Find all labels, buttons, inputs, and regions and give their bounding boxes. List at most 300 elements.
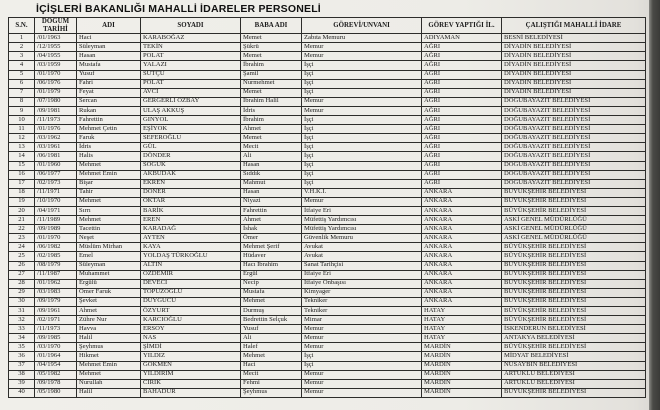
table-cell: Mehmet [241,352,302,361]
table-cell: AĞRI [422,134,502,143]
table-cell: 36 [9,352,35,361]
table-cell: Bedrettin Selçuk [241,316,302,325]
table-cell: POLAT [141,79,241,88]
table-cell: İbrahim [241,116,302,125]
table-cell: Süleyman [77,261,141,270]
table-cell: SOĞUK [141,161,241,170]
table-cell: Mehmet Emin [77,361,141,370]
table-cell: /09/1978 [35,379,77,388]
table-cell: ANKARA [422,243,502,252]
table-cell: Yusuf [77,70,141,79]
table-cell: /09/1989 [35,225,77,234]
table-cell: /03/1959 [35,61,77,70]
table-cell: Niyazi [241,197,302,206]
table-cell: DOĞUBAYAZIT BELEDİYESİ [502,125,646,134]
table-cell: 18 [9,188,35,197]
table-cell: Sanat Tarihçisi [302,261,422,270]
table-row [9,388,646,397]
table-row [9,288,646,297]
table-header-row [9,18,646,34]
table-row [9,325,646,334]
table-cell: DİYADİN BELEDİYESİ [502,88,646,97]
table-cell: Memet [241,88,302,97]
table-cell: Hacı İbrahim [241,261,302,270]
table-cell: Mehmet Çetin [77,125,141,134]
table-cell: 25 [9,252,35,261]
table-cell: AĞRI [422,43,502,52]
table-cell: Haci [77,34,141,43]
table-cell: İdris [241,106,302,115]
table-cell: Muhammet [77,270,141,279]
table-cell: MARDİN [422,370,502,379]
table-cell: Bişar [77,179,141,188]
table-cell: /01/1964 [35,352,77,361]
table-cell: ASKİ GENEL MÜDÜRLÜĞÜ [502,234,646,243]
table-cell: ASKİ GENEL MÜDÜRLÜĞÜ [502,225,646,234]
table-cell: DÖNDER [141,152,241,161]
table-cell: MİDYAT BELEDİYESİ [502,352,646,361]
table-cell: DOĞUBAYAZIT BELEDİYESİ [502,161,646,170]
table-cell: /05/1980 [35,388,77,397]
table-row [9,125,646,134]
table-row [9,79,646,88]
table-cell: Avukat [302,243,422,252]
table-cell: DUYGUCU [141,297,241,306]
table-cell: MARDİN [422,352,502,361]
table-cell: AĞRI [422,61,502,70]
table-cell: AĞRI [422,152,502,161]
table-row [9,252,646,261]
table-cell: Mustafa [77,61,141,70]
table-cell: Güvenlik Memuru [302,234,422,243]
table-cell: ADIYAMAN [422,34,502,43]
table-cell: İşçi [302,70,422,79]
table-cell: İdris [77,143,141,152]
table-cell: ANKARA [422,188,502,197]
column-header-gorev-yaptigi-il: GÖREV YAPTIĞI İL. [422,18,502,34]
table-row [9,106,646,115]
table-cell: Ali [241,152,302,161]
table-cell: ANKARA [422,252,502,261]
table-cell: /02/1973 [35,179,77,188]
table-cell: V.H.K.İ. [302,188,422,197]
table-cell: DOĞUBAYAZIT BELEDİYESİ [502,152,646,161]
table-cell: /05/1982 [35,370,77,379]
table-cell: MARDİN [422,361,502,370]
table-cell: DOĞUBAYAZIT BELEDİYESİ [502,134,646,143]
table-row [9,225,646,234]
table-cell: HATAY [422,316,502,325]
table-cell: 24 [9,243,35,252]
table-cell: AĞRI [422,97,502,106]
table-cell: /11/1973 [35,325,77,334]
table-cell: Feyat [77,88,141,97]
table-cell: /01/1979 [35,88,77,97]
table-cell: 23 [9,234,35,243]
table-cell: 38 [9,370,35,379]
table-cell: Memur [302,370,422,379]
table-cell: /04/1955 [35,52,77,61]
table-cell: /04/1971 [35,206,77,215]
table-cell: DÖNER [141,188,241,197]
table-cell: 1 [9,34,35,43]
table-row [9,206,646,215]
table-cell: AĞRI [422,106,502,115]
table-cell: İşçi [302,116,422,125]
table-cell: Mehmet Emin [77,170,141,179]
table-cell: DOĞUBAYAZIT BELEDİYESİ [502,179,646,188]
table-cell: BÜYÜKŞEHİR BELEDİYESİ [502,297,646,306]
table-cell: 35 [9,343,35,352]
table-cell: İSKENDERUN BELEDİYESİ [502,325,646,334]
table-cell: Avukat [302,252,422,261]
table-cell: /01/1963 [35,34,77,43]
table-cell: ANKARA [422,234,502,243]
table-cell: Süleyman [77,43,141,52]
table-cell: İşçi [302,79,422,88]
table-row [9,43,646,52]
table-cell: Mahmut [241,179,302,188]
table-cell: /08/1979 [35,261,77,270]
table-cell: Yusuf [241,325,302,334]
table-body [9,34,646,398]
table-cell: EREN [141,216,241,225]
table-cell: HATAY [422,307,502,316]
table-row [9,279,646,288]
table-cell: İşçi [302,152,422,161]
table-row [9,97,646,106]
table-cell: ALTIN [141,261,241,270]
table-cell: EKREN [141,179,241,188]
table-cell: İşçi [302,143,422,152]
table-cell: BÜYÜKŞEHİR BELEDİYESİ [502,252,646,261]
table-cell: AKBUDAK [141,170,241,179]
table-cell: ANKARA [422,206,502,215]
table-cell: Hasan [241,188,302,197]
table-cell: DİYADİN BELEDİYESİ [502,52,646,61]
table-cell: Fehmi [241,379,302,388]
table-cell: 9 [9,106,35,115]
table-cell: Memur [302,197,422,206]
table-cell: ERSOY [141,325,241,334]
table-cell: /11/1989 [35,216,77,225]
table-cell: 40 [9,388,35,397]
table-cell: /02/1971 [35,316,77,325]
table-cell: OKTAR [141,197,241,206]
table-cell: Sırrı [77,206,141,215]
table-row [9,88,646,97]
table-cell: HATAY [422,325,502,334]
table-cell: Şeyhmus [241,388,302,397]
table-cell: KAYA [141,243,241,252]
table-cell: Tacettin [77,225,141,234]
table-cell: ASKİ GENEL MÜDÜRLÜĞÜ [502,216,646,225]
table-cell: Memet [241,52,302,61]
table-cell: SÜTÇÜ [141,70,241,79]
table-cell: /06/1976 [35,79,77,88]
table-cell: 39 [9,379,35,388]
table-cell: Memet [241,34,302,43]
table-cell: İtfaiye Eri [302,206,422,215]
table-cell: Kimyager [302,288,422,297]
table-cell: BÜYÜKŞEHİR BELEDİYESİ [502,316,646,325]
personnel-table [8,17,646,398]
table-row [9,361,646,370]
table-cell: KARADAĞ [141,225,241,234]
table-row [9,161,646,170]
table-cell: İbrahim Halil [241,97,302,106]
table-cell: AĞRI [422,161,502,170]
table-row [9,261,646,270]
table-cell: 11 [9,125,35,134]
table-cell: Halil [77,388,141,397]
table-cell: Hüdaver [241,252,302,261]
table-cell: ANKARA [422,288,502,297]
table-cell: Faruk [77,134,141,143]
table-cell: Havva [77,325,141,334]
table-cell: AVCI [141,88,241,97]
table-cell: Sıddık [241,170,302,179]
table-cell: 14 [9,152,35,161]
table-cell: Müslüm Mirhan [77,243,141,252]
table-cell: Memur [302,52,422,61]
table-cell: Zabıta Memuru [302,34,422,43]
table-cell: AĞRI [422,170,502,179]
table-cell: 3 [9,52,35,61]
table-cell: /03/1983 [35,288,77,297]
table-cell: İbrahim [241,61,302,70]
table-cell: YALAZI [141,61,241,70]
table-cell: 37 [9,361,35,370]
table-cell: Memur [302,325,422,334]
table-cell: /12/1955 [35,43,77,52]
table-cell: Emel [77,252,141,261]
table-row [9,34,646,43]
table-cell: /03/1961 [35,143,77,152]
table-cell: 5 [9,70,35,79]
table-cell: /06/1982 [35,243,77,252]
table-cell: 31 [9,307,35,316]
table-row [9,343,646,352]
table-cell: Memur [302,43,422,52]
table-cell: 20 [9,206,35,215]
table-cell: Memur [302,388,422,397]
table-cell: YILDIRIM [141,370,241,379]
table-cell: İşçi [302,361,422,370]
table-row [9,143,646,152]
table-cell: BÜYÜKŞEHİR BELEDİYESİ [502,343,646,352]
table-cell: 22 [9,225,35,234]
table-row [9,188,646,197]
table-cell: /04/1954 [35,361,77,370]
table-cell: ARTUKLU BELEDİYESİ [502,379,646,388]
table-cell: İşçi [302,170,422,179]
table-cell: BARİK [141,206,241,215]
table-cell: Hikmet [77,352,141,361]
table-cell: AĞRI [422,52,502,61]
table-cell: AYTEN [141,234,241,243]
table-cell: /01/1970 [35,234,77,243]
table-cell: BÜYÜKŞEHİR BELEDİYESİ [502,270,646,279]
table-cell: /09/1985 [35,334,77,343]
table-cell: ULAŞ AKKUŞ [141,106,241,115]
table-cell: /01/1970 [35,70,77,79]
table-cell: 8 [9,97,35,106]
table-cell: Müfettiş Yardımcısı [302,225,422,234]
table-cell: 13 [9,143,35,152]
table-cell: İşçi [302,352,422,361]
table-cell: Ahmet [77,307,141,316]
table-cell: /09/1979 [35,297,77,306]
table-row [9,179,646,188]
table-cell: MARDİN [422,343,502,352]
table-cell: BÜYÜKŞEHİR BELEDİYESİ [502,188,646,197]
table-row [9,370,646,379]
table-cell: Ahmet [241,216,302,225]
table-cell: BÜYÜKŞEHİR BELEDİYESİ [502,197,646,206]
table-cell: Memur [302,106,422,115]
table-row [9,307,646,316]
table-cell: ANKARA [422,197,502,206]
scan-dark-edge [649,0,660,410]
table-cell: 7 [9,88,35,97]
table-cell: Mehmet [77,370,141,379]
table-cell: Tekniker [302,297,422,306]
table-cell: 10 [9,116,35,125]
page-title: İÇİŞLERİ BAKANLIĞI MAHALLİ İDARELER PERSONELİ [36,3,321,15]
table-cell: AĞRI [422,116,502,125]
table-cell: Nurullah [77,379,141,388]
table-cell: Necip [241,279,302,288]
table-cell: DOĞUBAYAZIT BELEDİYESİ [502,170,646,179]
table-cell: /01/1976 [35,125,77,134]
table-cell: ANKARA [422,270,502,279]
table-cell: Şevket [77,297,141,306]
table-cell: 16 [9,170,35,179]
table-cell: 12 [9,134,35,143]
table-row [9,70,646,79]
table-cell: 34 [9,334,35,343]
table-cell: KARABOĞAZ [141,34,241,43]
table-cell: YOLDAŞ TÜRKOĞLU [141,252,241,261]
table-cell: /01/1960 [35,161,77,170]
table-cell: DOĞUBAYAZIT BELEDİYESİ [502,97,646,106]
table-cell: 28 [9,279,35,288]
table-row [9,61,646,70]
table-cell: Mimar [302,316,422,325]
column-header-soyadi: SOYADI [141,18,241,34]
table-cell: ÖZDEMİR [141,270,241,279]
table-cell: BÜYÜKŞEHİR BELEDİYESİ [502,243,646,252]
table-cell: DOĞUBAYAZIT BELEDİYESİ [502,143,646,152]
table-cell: Ergülü [77,279,141,288]
table-cell: Ergül [241,270,302,279]
table-cell: DİYADİN BELEDİYESİ [502,79,646,88]
table-cell: 29 [9,288,35,297]
table-cell: POLAT [141,52,241,61]
table-cell: TEKİN [141,43,241,52]
table-cell: SEFEROĞLU [141,134,241,143]
table-cell: Mehmet [77,197,141,206]
table-cell: BESNİ BELEDİYESİ [502,34,646,43]
table-cell: DİYADİN BELEDİYESİ [502,43,646,52]
table-cell: Mustafa [241,288,302,297]
table-cell: Müfettiş Yardımcısı [302,216,422,225]
table-row [9,134,646,143]
table-cell: Halis [77,152,141,161]
table-cell: /11/1973 [35,116,77,125]
table-cell: Fahri [77,79,141,88]
table-cell: ANKARA [422,297,502,306]
column-header-gorevi-unvani: GÖREVİ/UNVANI [302,18,422,34]
table-cell: CIRIK [141,379,241,388]
table-cell: BÜYÜKŞEHİR BELEDİYESİ [502,307,646,316]
table-cell: Mehmet [77,161,141,170]
table-cell: ANKARA [422,261,502,270]
table-cell: İşçi [302,88,422,97]
column-header-baba-adi: BABA ADI [241,18,302,34]
table-cell: BÜYÜKŞEHİR BELEDİYESİ [502,288,646,297]
table-row [9,316,646,325]
table-cell: /09/1961 [35,307,77,316]
table-cell: /07/1980 [35,97,77,106]
table-cell: Mehmet [77,216,141,225]
table-cell: 21 [9,216,35,225]
table-cell: BÜYÜKŞEHİR BELEDİYESİ [502,279,646,288]
table-cell: /11/1971 [35,188,77,197]
table-cell: Durmuş [241,307,302,316]
table-cell: İşçi [302,61,422,70]
table-row [9,234,646,243]
table-cell: ANTAKYA BELEDİYESİ [502,334,646,343]
table-cell: 2 [9,43,35,52]
table-cell: BÜYÜKŞEHİR BELEDİYESİ [502,206,646,215]
table-cell: Halil [77,334,141,343]
table-cell: AĞRI [422,70,502,79]
table-cell: İşçi [302,179,422,188]
table-cell: MARDİN [422,379,502,388]
table-cell: Ahmet [241,125,302,134]
table-cell: Memur [302,334,422,343]
table-row [9,152,646,161]
column-header-calistigi-mahalli-idare: ÇALIŞTIĞI MAHALLİ İDARE [502,18,646,34]
table-cell: YILDIZ [141,352,241,361]
table-cell: Tekniker [302,307,422,316]
table-cell: 32 [9,316,35,325]
table-cell: 17 [9,179,35,188]
table-cell: HATAY [422,334,502,343]
table-cell: DİYADİN BELEDİYESİ [502,70,646,79]
table-cell: 26 [9,261,35,270]
table-cell: ANKARA [422,279,502,288]
table-cell: 4 [9,61,35,70]
table-cell: /03/1970 [35,343,77,352]
table-cell: /03/1962 [35,134,77,143]
table-cell: Memur [302,379,422,388]
table-cell: Ömer Faruk [77,288,141,297]
table-cell: AĞRI [422,143,502,152]
table-cell: 27 [9,270,35,279]
table-cell: Neşet [77,234,141,243]
table-cell: Şeyhmus [77,343,141,352]
column-header-dogum-tarihi: DOĞUM TARİHİ [35,18,77,34]
table-cell: AĞRI [422,125,502,134]
table-cell: İşçi [302,161,422,170]
table-cell: Sercan [77,97,141,106]
table-cell: NAS [141,334,241,343]
table-cell: Ömer [241,234,302,243]
table-cell: Hasan [77,52,141,61]
